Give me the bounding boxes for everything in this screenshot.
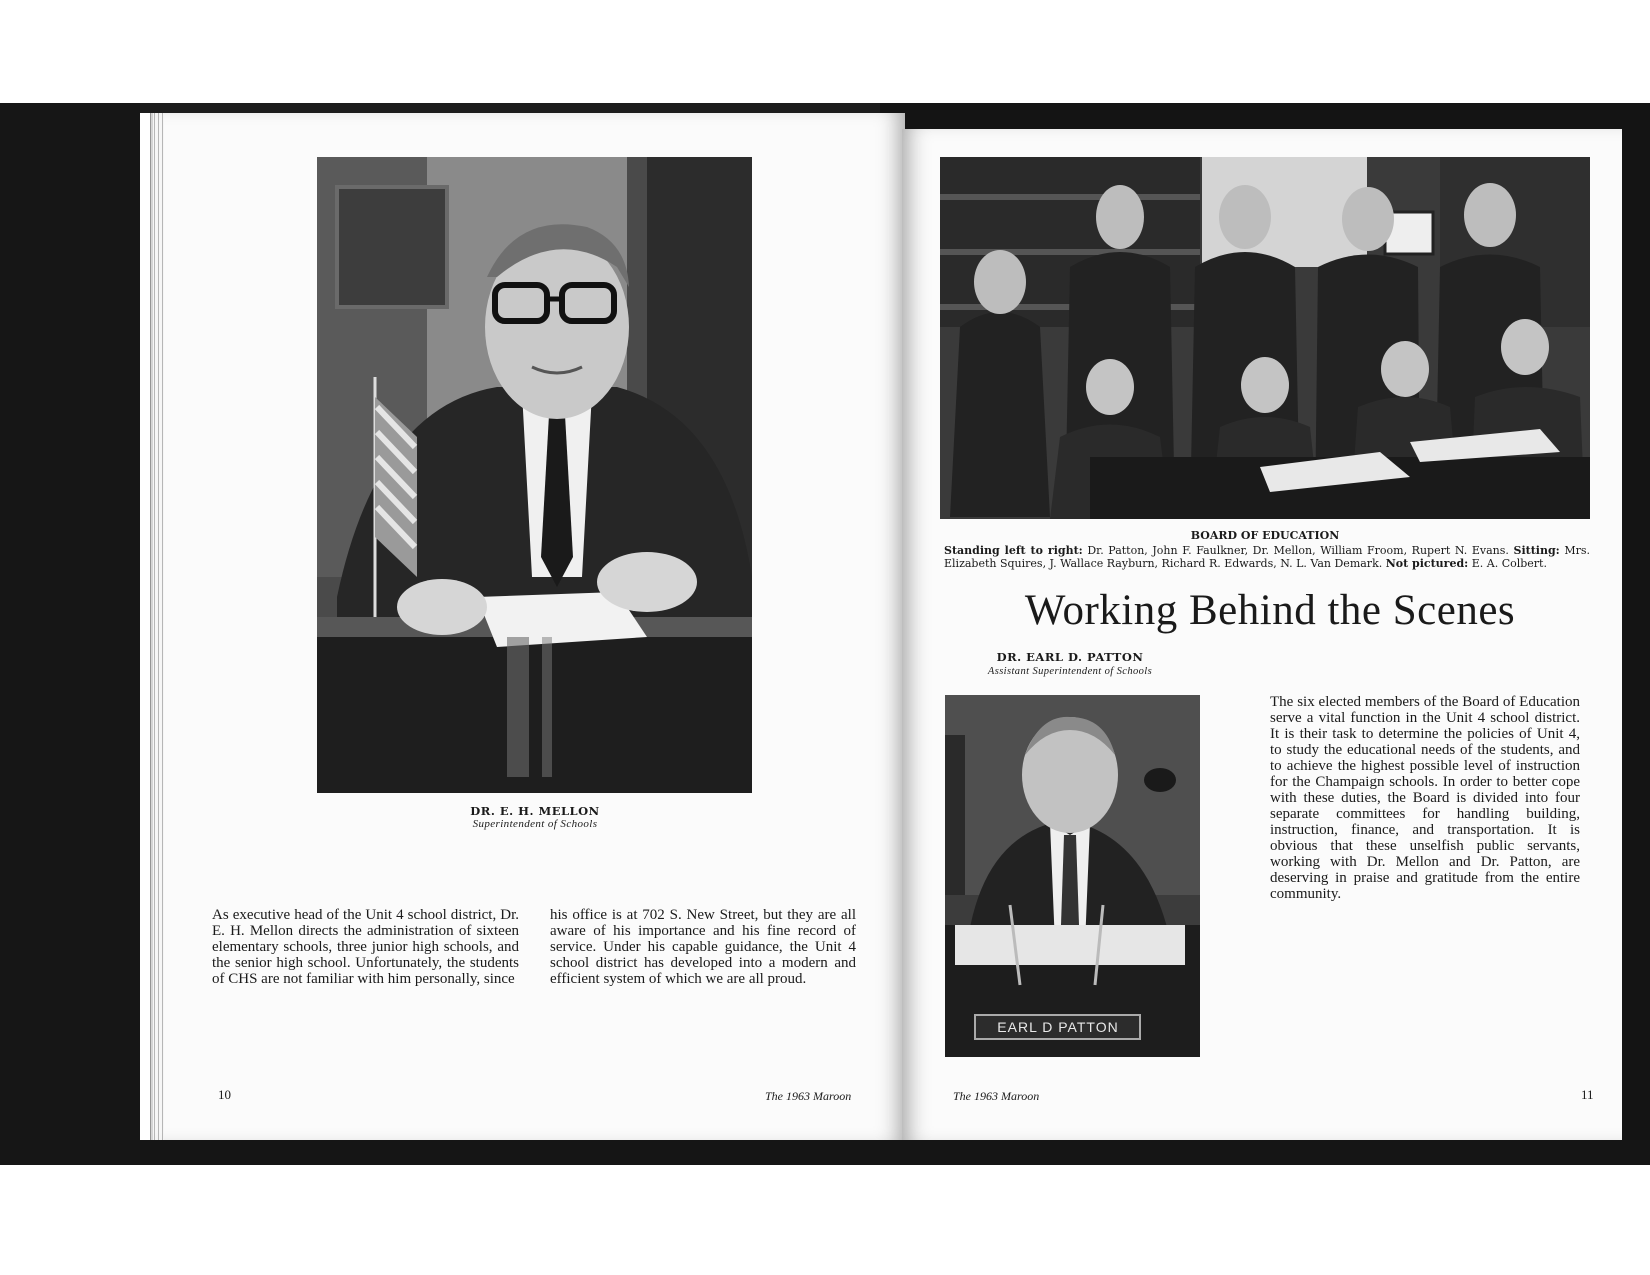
board-standing-label: Standing left to right: [944,544,1083,557]
left-running-title: The 1963 Maroon [765,1089,852,1103]
board-sitting-names: Mrs. Elizabeth Squires, J. Wallace Rayburn, Richard R. Edwards, N. L. Van Demark. [944,544,1591,570]
left-body-column-2: his office is at 702 S. New Street, but they are all aware of his importance and his fine record of service. Under his capable guidance, the Unit 4 school district has developed into a modern and efficient system of which we are all proud. [550,907,856,987]
book-cover-right [1622,103,1650,1165]
headline: Working Behind the Scenes [1024,587,1516,634]
book-cover-top-right [880,103,1650,129]
patton-nameplate: EARL D PATTON [997,1019,1119,1035]
board-photo [940,157,1590,519]
board-caption-body [944,545,1590,570]
patton-caption-title: Assistant Superintendent of Schools [987,666,1153,677]
mellon-photo [317,157,752,793]
patton-caption-name: DR. EARL D. PATTON [996,650,1144,664]
patton-photo [945,695,1200,1057]
board-standing-names: Dr. Patton, John F. Faulkner, Dr. Mellon, William Froom, Rupert N. Evans. [1087,544,1509,557]
board-not-pictured-names: E. A. Colbert. [1471,556,1547,570]
patton-photo-illustration [945,695,1200,1057]
right-running-title: The 1963 Maroon [953,1089,1040,1103]
mellon-caption-title: Superintendent of Schools [472,818,598,830]
left-body-column-1: As executive head of the Unit 4 school district, Dr. E. H. Mellon directs the administration of sixteen elementary schools, three junior high schools, and the senior high school. Unfortunately, the students of CHS are not familiar with him personally, since [212,907,519,987]
book-cover-bottom [140,1140,1650,1165]
mellon-caption-name: DR. E. H. MELLON [470,804,600,818]
board-caption-heading: BOARD OF EDUCATION [1190,529,1340,542]
page-edge-lines [150,113,164,1140]
left-page-number: 10 [218,1087,231,1102]
board-photo-illustration [940,157,1590,519]
right-body-text: The six elected members of the Board of Education serve a vital function in the Unit 4 school district. It is their task to determine the policies of Unit 4, to study the educational needs of the students, and to achieve the highest possible level of instruction for the Champaign schools. In order to better cope with these duties, the Board is divided into four separate committees for handling building, instruction, finance, and transportation. It is obvious that these unselfish public servants, working with Dr. Mellon and Dr. Patton, are deserving in praise and gratitude from the entire community. [1270,694,1580,902]
mellon-photo-illustration [317,157,752,793]
right-page-number: 11 [1581,1087,1594,1102]
board-not-pictured-label: Not pictured: [1385,556,1469,570]
book-cover-left [0,103,140,1165]
board-sitting-label: Sitting: [1513,544,1560,557]
